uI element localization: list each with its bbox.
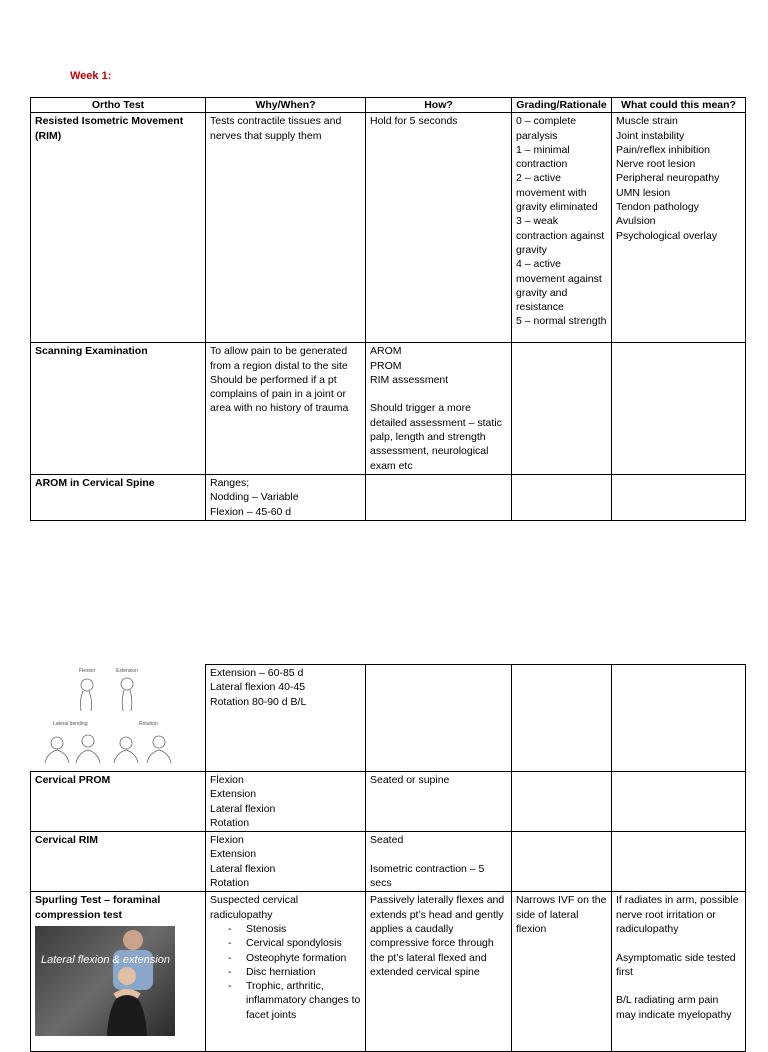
figure-label-rotation: Rotation	[138, 720, 158, 727]
table-row	[31, 772, 746, 832]
figure-label-extension: Extension	[115, 667, 138, 674]
how-cell	[366, 474, 512, 520]
why-line: Lateral flexion 40-45	[210, 681, 306, 694]
meaning-cell	[612, 113, 746, 343]
how-cell	[366, 343, 512, 475]
table-row	[31, 832, 746, 892]
how-line: RIM assessment	[370, 373, 449, 386]
test-name-cell	[31, 892, 206, 1052]
test-name-cell: Resisted Isometric Movement (RIM)	[31, 113, 206, 343]
table-row	[31, 474, 746, 520]
week-heading: Week 1:	[70, 70, 112, 82]
why-line: Extension	[210, 788, 257, 801]
why-line: Should be performed if a pt complains of pain in a joint or area with no history of trauma	[210, 373, 349, 415]
meaning-line: B/L radiating arm pain may indicate myelopathy	[616, 994, 732, 1021]
grading-line: 1 – minimal contraction	[516, 143, 570, 171]
why-cell	[206, 832, 366, 892]
why-line: Rotation 80-90 d B/L	[210, 695, 307, 708]
why-line: Flexion	[210, 774, 244, 786]
header-grading: Grading/Rationale	[512, 98, 612, 113]
ortho-table-week1	[30, 97, 746, 521]
header-how: How?	[366, 98, 512, 113]
meaning-line: Tendon pathology	[616, 201, 699, 214]
meaning-cell	[612, 832, 746, 892]
list-item: - Disc herniation	[246, 965, 361, 979]
meaning-line: Joint instability	[616, 129, 685, 142]
grading-cell: Narrows IVF on the side of lateral flexion	[512, 892, 612, 1052]
meaning-cell	[612, 772, 746, 832]
list-item: - Osteophyte formation	[246, 951, 361, 965]
meaning-line: Avulsion	[616, 215, 656, 228]
why-line: Extension	[210, 848, 257, 861]
how-line: AROM	[370, 345, 402, 358]
grading-line: 0 – complete paralysis	[516, 115, 577, 142]
header-why-when: Why/When?	[206, 98, 366, 113]
table-row	[31, 343, 746, 475]
header-meaning: What could this mean?	[612, 98, 746, 113]
how-line: Isometric contraction – 5 secs	[370, 862, 485, 890]
why-line: Rotation	[210, 877, 250, 890]
how-cell: Passively laterally flexes and extends pt’s head and gently applies a caudally compressive force through the pt’s lateral flexed and extended cervical spine	[366, 892, 512, 1052]
meaning-cell	[612, 665, 746, 772]
how-line: Should trigger a more detailed assessment – static palp, length and strength assessment, neurological exam etc	[370, 402, 502, 472]
table-header-row	[31, 98, 746, 113]
meaning-cell	[612, 474, 746, 520]
why-list	[210, 922, 361, 1022]
how-cell: Hold for 5 seconds	[366, 113, 512, 343]
cervical-rom-illustration	[31, 665, 181, 771]
meaning-line: Pain/reflex inhibition	[616, 143, 710, 156]
why-line: Nodding – Variable	[210, 491, 299, 504]
how-cell	[366, 665, 512, 772]
header-ortho-test: Ortho Test	[31, 98, 206, 113]
how-cell	[366, 832, 512, 892]
how-line: Seated	[370, 834, 404, 847]
why-cell	[206, 474, 366, 520]
why-line: Flexion	[210, 834, 244, 847]
why-cell	[206, 892, 366, 1052]
grading-cell	[512, 772, 612, 832]
figure-label-lateral-bending: Lateral bending	[52, 720, 87, 727]
meaning-line: Psychological overlay	[616, 229, 717, 242]
test-name: Spurling Test – foraminal compression test	[35, 894, 161, 921]
how-cell: Seated or supine	[366, 772, 512, 832]
why-cell: Tests contractile tissues and nerves that supply them	[206, 113, 366, 343]
grading-line: 4 – active movement against gravity and resistance	[516, 258, 602, 314]
grading-cell	[512, 343, 612, 475]
figure-cell	[31, 665, 206, 772]
why-line: Extension – 60-85 d	[210, 667, 304, 679]
why-line: Lateral flexion	[210, 862, 276, 875]
how-line: PROM	[370, 359, 402, 372]
meaning-cell	[612, 892, 746, 1052]
why-line: Flexion – 45-60 d	[210, 505, 292, 518]
why-line: To allow pain to be generated from a region distal to the site	[210, 345, 348, 372]
ortho-table-week1-continued	[30, 664, 746, 1052]
grading-cell	[512, 474, 612, 520]
list-item: - Trophic, arthritic, inflammatory changes to facet joints	[246, 979, 361, 1022]
grading-line: 3 – weak contraction against gravity	[516, 215, 605, 256]
meaning-line: UMN lesion	[616, 186, 671, 199]
why-cell	[206, 772, 366, 832]
test-name-cell: Cervical PROM	[31, 772, 206, 832]
meaning-line: Peripheral neuropathy	[616, 172, 720, 185]
meaning-line: Asymptomatic side tested first	[616, 951, 736, 978]
grading-cell	[512, 832, 612, 892]
why-cell	[206, 665, 366, 772]
grading-line: 5 – normal strength	[516, 315, 607, 328]
test-name-cell: Cervical RIM	[31, 832, 206, 892]
why-cell	[206, 343, 366, 475]
grading-cell	[512, 665, 612, 772]
test-name-cell: AROM in Cervical Spine	[31, 474, 206, 520]
meaning-line: Nerve root lesion	[616, 158, 696, 171]
grading-cell	[512, 113, 612, 343]
why-line: Lateral flexion	[210, 802, 276, 815]
test-name-cell: Scanning Examination	[31, 343, 206, 475]
meaning-cell	[612, 343, 746, 475]
figure-label-flexion: Flexion	[78, 667, 95, 674]
grading-line: 2 – active movement with gravity eliminated	[516, 172, 598, 214]
list-item: - Cervical spondylosis	[246, 936, 361, 950]
list-item: - Stenosis	[246, 922, 361, 936]
meaning-line: Muscle strain	[616, 115, 678, 128]
why-line: Suspected cervical radiculopathy	[210, 894, 299, 921]
table-row	[31, 113, 746, 343]
spurling-test-photo	[35, 926, 175, 1036]
why-line: Ranges;	[210, 476, 250, 489]
meaning-line: If radiates in arm, possible nerve root irritation or radiculopathy	[616, 894, 739, 935]
why-line: Rotation	[210, 816, 250, 829]
table-row	[31, 892, 746, 1052]
table-row	[31, 665, 746, 772]
photo-caption: Lateral flexion & extension	[41, 953, 171, 966]
